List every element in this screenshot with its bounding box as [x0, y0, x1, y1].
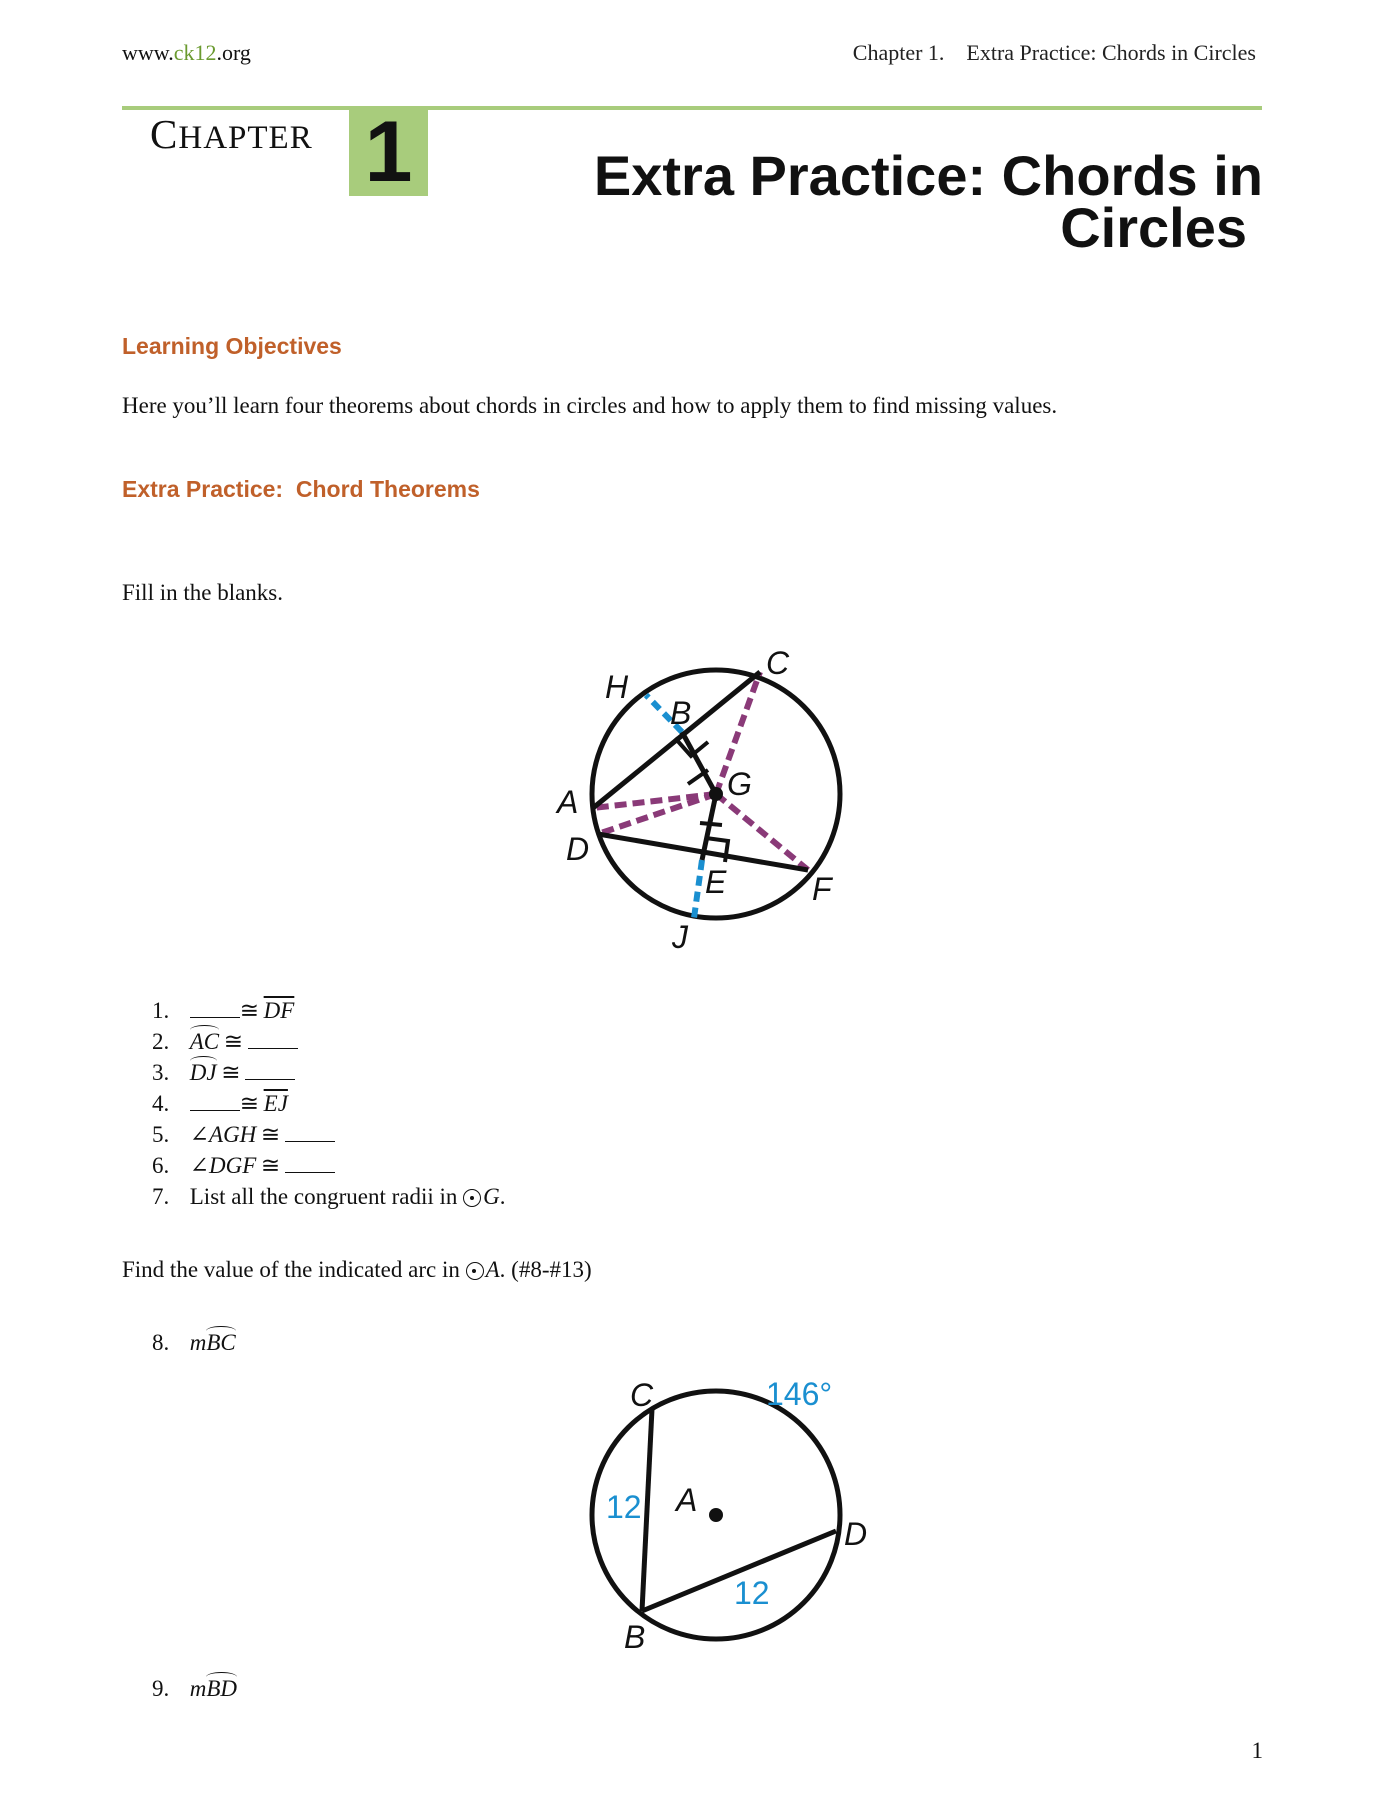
circle-name: A	[485, 1257, 500, 1282]
question-5	[152, 1122, 335, 1148]
site-prefix: www.	[122, 40, 174, 65]
answer-blank[interactable]	[245, 1063, 295, 1080]
site-suffix: .org	[216, 40, 251, 65]
segment-df: $\overline{DF}$	[263, 998, 295, 1023]
question-1	[152, 998, 294, 1024]
find-instruction	[122, 1257, 592, 1283]
chapter-word-initial: C	[150, 111, 179, 157]
circle-dot-icon	[466, 1262, 484, 1280]
chord-figure-1	[540, 640, 860, 960]
practice-heading: Extra Practice: Chord Theorems	[122, 476, 480, 502]
label-a: A	[557, 784, 579, 820]
chord-bc-value: 12	[606, 1489, 642, 1525]
arc-dj: DJ	[189, 1060, 217, 1085]
objectives-text: Here you’ll learn four theorems about chords in circles and how to apply them to find missing values.	[122, 393, 1058, 418]
congruent-symbol: ≅	[221, 1060, 241, 1085]
congruent-symbol: ≅	[239, 998, 260, 1023]
center-a	[709, 1508, 723, 1522]
answer-blank[interactable]	[190, 1001, 240, 1018]
question-4	[152, 1091, 288, 1117]
label-c: C	[630, 1377, 654, 1413]
congruent-symbol: ≅	[239, 1091, 260, 1116]
question-number: 4.	[152, 1091, 170, 1116]
chapter-word-rest: HAPTER	[178, 120, 313, 156]
segment-ej: $\overline{EJ}$	[263, 1091, 288, 1116]
arc-ac: AC	[189, 1029, 220, 1054]
arc-bc: BC	[206, 1330, 236, 1355]
page-number: 1	[1251, 1738, 1263, 1763]
label-j: J	[672, 919, 688, 955]
label-d: D	[844, 1516, 868, 1552]
congruent-symbol: ≅	[260, 1122, 281, 1147]
answer-blank[interactable]	[285, 1125, 335, 1142]
chord-figure-2	[580, 1365, 880, 1670]
question-7	[152, 1184, 506, 1210]
measure-m: m	[189, 1676, 207, 1701]
congruent-symbol: ≅	[223, 1029, 244, 1054]
running-title: Chapter 1. Extra Practice: Chords in Circles	[852, 40, 1256, 65]
chapter-number: 1	[364, 104, 413, 200]
segment-gb	[682, 732, 716, 794]
question-number: 1.	[152, 998, 170, 1023]
angle-agh: ∠AGH	[189, 1122, 257, 1147]
angle-dgf: ∠DGF	[189, 1153, 257, 1178]
page-title	[503, 144, 1263, 259]
question-number: 7.	[152, 1184, 170, 1209]
answer-blank[interactable]	[248, 1032, 298, 1049]
right-angle-e	[706, 838, 728, 862]
site-url[interactable]	[122, 40, 251, 66]
question-3	[152, 1060, 295, 1086]
question-number: 2.	[152, 1029, 170, 1054]
tick-ge	[700, 823, 722, 825]
label-b: B	[670, 695, 692, 731]
measure-m: m	[189, 1330, 207, 1355]
center-g	[709, 787, 723, 801]
answer-blank[interactable]	[285, 1156, 335, 1173]
question-6	[152, 1153, 335, 1179]
chapter-word	[150, 110, 313, 158]
circle-dot-icon	[463, 1189, 481, 1207]
question-number: 3.	[152, 1060, 170, 1085]
arc-cd-value: 146°	[766, 1376, 833, 1412]
title-line-2: Circles	[1060, 196, 1247, 259]
find-text: Find the value of the indicated arc in	[122, 1257, 460, 1282]
fill-instruction: Fill in the blanks.	[122, 580, 283, 605]
arc-bd: BD	[206, 1676, 238, 1701]
label-f: F	[812, 871, 832, 907]
label-g: G	[727, 766, 752, 802]
segment-ej	[694, 860, 702, 918]
question-number: 5.	[152, 1122, 170, 1147]
question-number: 6.	[152, 1153, 170, 1178]
label-h: H	[605, 669, 629, 705]
question-end: .	[499, 1184, 506, 1209]
find-range: . (#8-#13)	[499, 1257, 592, 1282]
label-e: E	[705, 864, 727, 900]
segment-ge	[702, 794, 716, 860]
label-a: A	[676, 1482, 698, 1518]
question-text: List all the congruent radii in	[189, 1184, 458, 1209]
question-2	[152, 1029, 298, 1055]
title-line-1: Extra Practice: Chords in	[593, 144, 1263, 207]
question-8	[152, 1330, 236, 1356]
answer-blank[interactable]	[190, 1094, 240, 1111]
question-9	[152, 1676, 237, 1702]
congruent-symbol: ≅	[260, 1153, 281, 1178]
chord-bd-value: 12	[734, 1575, 770, 1611]
label-c: C	[766, 645, 790, 681]
chord-bc	[642, 1409, 652, 1611]
learning-objectives-heading: Learning Objectives	[122, 333, 342, 359]
label-b: B	[624, 1619, 646, 1655]
circle-name: G	[483, 1184, 500, 1209]
site-brand: ck12	[173, 40, 217, 65]
question-number: 9.	[152, 1676, 170, 1701]
question-number: 8.	[152, 1330, 170, 1355]
label-d: D	[566, 831, 590, 867]
